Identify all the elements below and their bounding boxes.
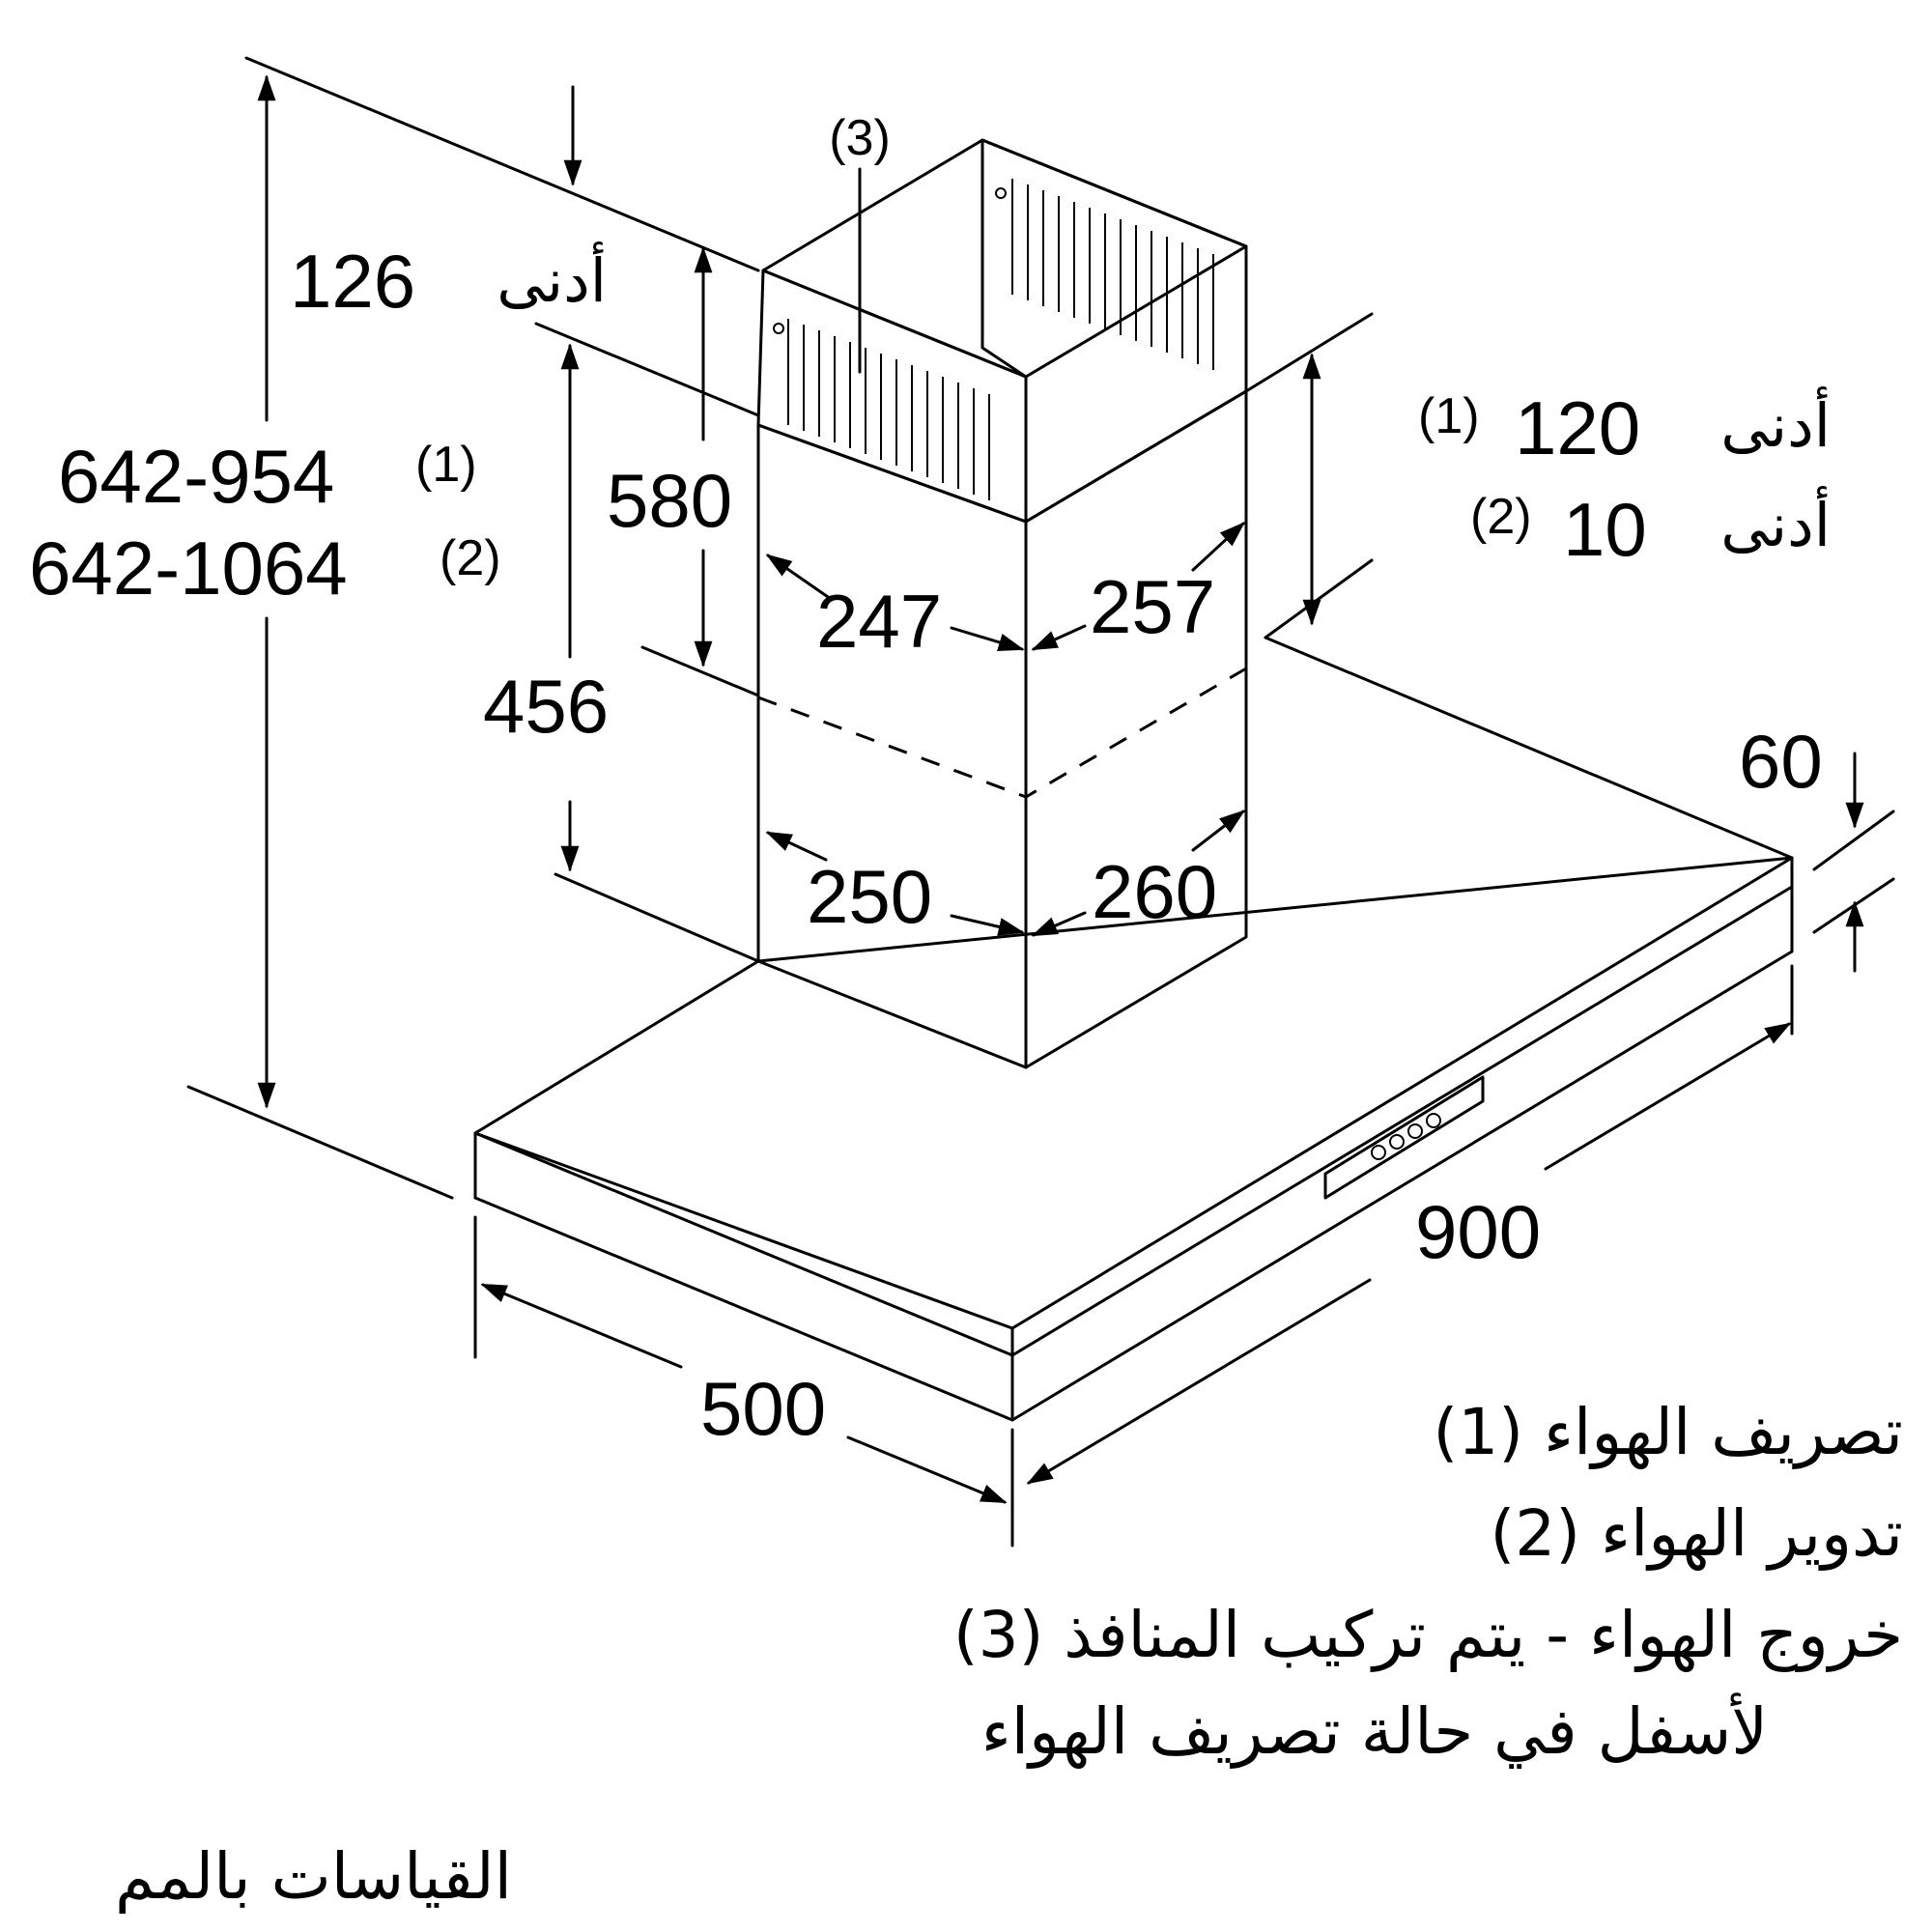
height-marker-1: (1) bbox=[415, 437, 477, 493]
right-gap-1-value: 120 bbox=[1515, 385, 1641, 470]
depth-top-value: 247 bbox=[816, 579, 943, 664]
extension-lines bbox=[188, 58, 1893, 1546]
min-label-top: أدنى bbox=[497, 245, 607, 316]
chimney-upper-value: 580 bbox=[607, 458, 733, 543]
width-bottom-value: 260 bbox=[1092, 849, 1218, 934]
width-top-value: 257 bbox=[1090, 564, 1216, 649]
right-gap-2-value: 10 bbox=[1563, 487, 1647, 572]
hood-canopy bbox=[475, 638, 1792, 1420]
top-gap-value: 126 bbox=[290, 239, 416, 324]
chimney-lower-value: 456 bbox=[483, 664, 610, 749]
right-gap-1-marker: (1) bbox=[1418, 388, 1480, 444]
vent-slots-left bbox=[774, 319, 989, 500]
legend-item-2: (2) تدوير الهواء bbox=[1490, 1496, 1903, 1571]
control-panel bbox=[1325, 1077, 1483, 1198]
vent-slots-right bbox=[996, 179, 1213, 370]
canopy-edge-value: 60 bbox=[1739, 719, 1823, 804]
height-marker-2: (2) bbox=[440, 530, 501, 586]
chimney-upper bbox=[758, 140, 1246, 522]
legend-item-1: (1) تصريف الهواء bbox=[1433, 1395, 1903, 1469]
depth-value: 500 bbox=[700, 1366, 827, 1451]
height-range-2: 642-1064 bbox=[29, 526, 348, 611]
min-label-right-2: أدنى bbox=[1720, 490, 1831, 560]
legend-item-3-line-1: (3) خروج الهواء - يتم تركيب المنافذ bbox=[952, 1598, 1903, 1672]
width-value: 900 bbox=[1415, 1189, 1542, 1274]
units-note: القياسات بالمم bbox=[114, 1839, 512, 1914]
legend-item-3-line-2: لأسفل في حالة تصريف الهواء bbox=[980, 1694, 1768, 1769]
depth-bottom-value: 250 bbox=[807, 854, 933, 939]
legend bbox=[115, 1395, 1903, 1914]
height-range-1: 642-954 bbox=[58, 434, 335, 519]
marker-3-label: (3) bbox=[829, 110, 891, 166]
min-label-right-1: أدنى bbox=[1720, 390, 1831, 461]
dimension-labels bbox=[29, 110, 1831, 1451]
chimney-lower bbox=[758, 391, 1246, 1067]
right-gap-2-marker: (2) bbox=[1470, 489, 1532, 545]
